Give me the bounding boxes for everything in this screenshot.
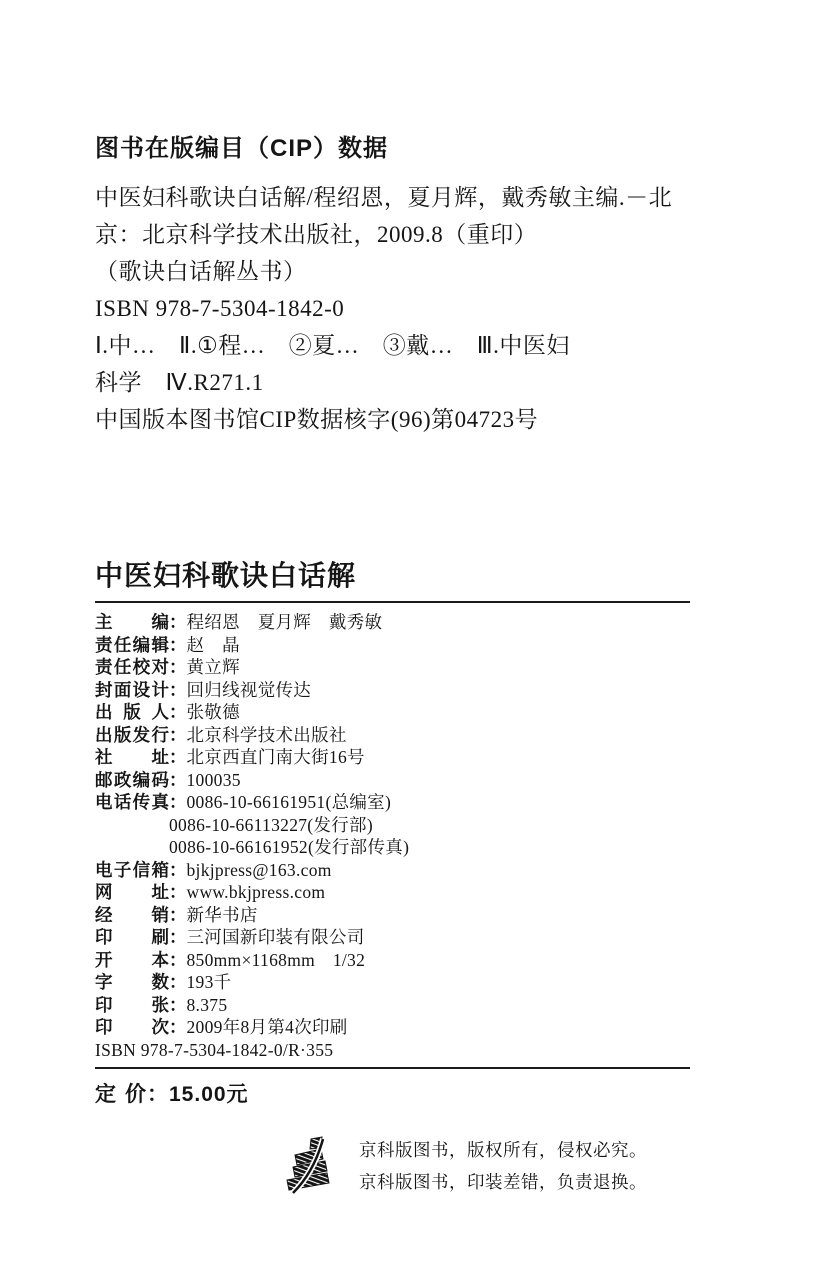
cip-title-statement-line2: 京：北京科学技术出版社，2009.8（重印） [95,222,538,247]
cip-section [95,128,695,438]
colophon-row-distributor [95,904,695,927]
row-separator: ： [169,724,187,745]
row-separator: ： [169,792,187,812]
row-label: 电子信箱 [95,859,169,880]
price-value: 15.00元 [169,1083,249,1106]
row-label: 网址 [95,882,169,902]
colophon-row-sheets [95,994,695,1017]
row-label: 邮政编码 [95,769,169,790]
row-value: 100035 [186,769,241,790]
colophon-row-publisher-person [95,701,695,724]
row-value: 8.375 [186,994,228,1015]
row-label: 印次 [95,1017,169,1037]
row-label: 责任编辑 [95,634,169,655]
row-value: 0086-10-66161951(总编室) [186,792,392,812]
colophon-row-phone-2 [95,814,695,837]
colophon-row-format [95,949,695,972]
row-value: 850mm×1168mm 1/32 [186,949,366,970]
row-value: 黄立辉 [186,657,240,677]
colophon-row-publishing-house [95,724,695,747]
colophon-row-email [95,859,695,882]
colophon-section [95,554,695,1108]
book-title: 中医妇科歌诀白话解 [95,554,690,603]
row-value: 0086-10-66113227(发行部) [169,814,373,835]
row-separator: ： [169,904,187,925]
colophon-row-phone-3 [95,836,695,859]
legal-notices [359,1134,647,1198]
cip-series-note: （歌诀白话解丛书） [95,259,307,284]
price-divider-rule [95,1067,690,1069]
colophon-row-phone-fax [95,791,695,814]
cip-title-statement-line1: 中医妇科歌诀白话解/程绍恩，夏月辉，戴秀敏主编.－北 [95,185,673,210]
row-value: 新华书店 [186,904,258,925]
colophon-row-responsible-editor [95,634,695,657]
copyright-notice: 京科版图书，版权所有，侵权必究。 [359,1140,647,1160]
row-value: 193千 [186,972,232,992]
row-label: 出版发行 [95,724,169,745]
footer-section [281,1134,695,1198]
row-label: 字数 [95,972,169,992]
publisher-logo-icon [281,1135,343,1197]
row-separator: ： [169,657,187,677]
colophon-row-website [95,881,695,904]
colophon-isbn-line: ISBN 978-7-5304-1842-0/R·355 [95,1039,334,1060]
row-value: 程绍恩 夏月辉 戴秀敏 [186,612,383,632]
price-row [95,1078,695,1108]
row-value: 北京科学技术出版社 [186,724,347,745]
row-value: 回归线视觉传达 [186,679,312,700]
row-separator: ： [169,972,187,992]
colophon-row-postal-code [95,769,695,792]
colophon-row-chief-editor [95,611,695,634]
row-value: 2009年8月第4次印刷 [186,1017,348,1037]
price-separator: ： [147,1083,169,1106]
row-separator: ： [169,612,187,632]
colophon-row-printer [95,926,695,949]
row-separator: ： [169,927,187,947]
colophon-row-cover-design [95,679,695,702]
row-separator: ： [169,634,187,655]
page-content [95,0,695,1198]
cip-isbn: ISBN 978-7-5304-1842-0 [95,296,345,321]
row-value: 北京西直门南大街16号 [186,747,365,767]
cip-classification-line2: 科学 Ⅳ.R271.1 [95,370,264,395]
row-label: 社址 [95,747,169,767]
cip-record-number: 中国版本图书馆CIP数据核字(96)第04723号 [95,407,539,432]
returns-notice: 京科版图书，印装差错，负责退换。 [359,1172,647,1192]
colophon-row-print-run [95,1016,695,1039]
row-separator: ： [169,949,187,970]
row-value: 三河国新印装有限公司 [186,927,365,947]
row-separator: ： [169,1017,187,1037]
row-separator: ： [169,702,187,722]
row-label: 责任校对 [95,657,169,677]
colophon-row-word-count [95,971,695,994]
row-separator: ： [169,769,187,790]
row-separator: ： [169,882,187,902]
row-value: 张敬德 [186,702,240,722]
row-label: 开本 [95,949,169,970]
row-separator: ： [169,679,187,700]
row-label: 出版人 [95,702,169,722]
row-label: 印刷 [95,927,169,947]
colophon-row-address [95,746,695,769]
row-value: 0086-10-66161952(发行部传真) [169,837,410,857]
row-separator: ： [169,747,187,767]
colophon-rows [95,611,695,1061]
row-value: www.bkjpress.com [186,882,326,902]
colophon-row-proofreader [95,656,695,679]
row-separator: ： [169,859,187,880]
row-label: 经销 [95,904,169,925]
row-value: 赵 晶 [186,634,240,655]
row-label: 主编 [95,612,169,632]
cip-classification-line1: Ⅰ.中… Ⅱ.①程… ②夏… ③戴… Ⅲ.中医妇 [95,333,570,358]
cip-heading: 图书在版编目（CIP）数据 [95,135,389,162]
row-value: bjkjpress@163.com [186,859,332,880]
row-label: 电话传真 [95,792,169,812]
price-label: 定价 [95,1083,147,1106]
row-separator: ： [169,994,187,1015]
row-label: 封面设计 [95,679,169,700]
row-label: 印张 [95,994,169,1015]
